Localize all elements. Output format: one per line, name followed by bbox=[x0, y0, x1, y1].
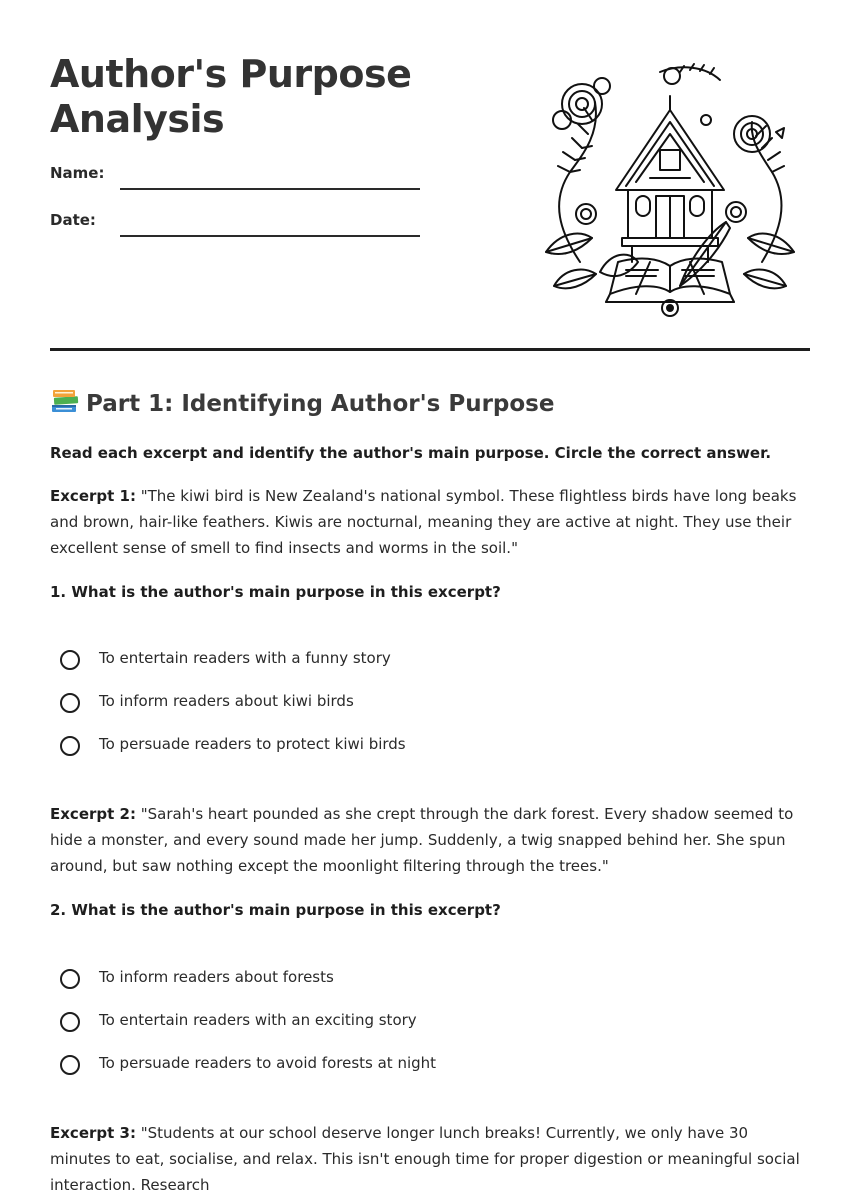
q2-option-3[interactable] bbox=[60, 1054, 660, 1080]
excerpt-1-label: Excerpt 1: bbox=[50, 487, 136, 505]
excerpt-3-text: "Students at our school deserve longer lunch breaks! Currently, we only have 30 minutes to eat, socialise, and relax. This isn't enough time for proper digestion or meaningful social interaction. Research bbox=[50, 1124, 800, 1194]
books-icon bbox=[50, 387, 80, 415]
title-line-1: Author's Purpose bbox=[50, 52, 412, 96]
q1-option-1-label: To entertain readers with a funny story bbox=[99, 649, 391, 667]
excerpt-1 bbox=[50, 483, 810, 561]
part1-heading bbox=[50, 387, 554, 417]
q2-option-2[interactable] bbox=[60, 1011, 660, 1037]
q1-option-3[interactable] bbox=[60, 735, 660, 761]
radio-circle[interactable] bbox=[60, 1055, 80, 1075]
q2-option-1-label: To inform readers about forests bbox=[99, 968, 334, 986]
name-field-row bbox=[50, 164, 420, 194]
q2-option-1[interactable] bbox=[60, 968, 660, 994]
name-label: Name: bbox=[50, 164, 105, 182]
name-field-line[interactable] bbox=[120, 188, 420, 190]
excerpt-3 bbox=[50, 1120, 810, 1198]
question-1: 1. What is the author's main purpose in this excerpt? bbox=[50, 583, 501, 601]
part1-heading-text: Part 1: Identifying Author's Purpose bbox=[86, 391, 555, 417]
excerpt-2 bbox=[50, 801, 810, 879]
part1-instructions: Read each excerpt and identify the author's main purpose. Circle the correct answer. bbox=[50, 444, 772, 462]
date-field-row bbox=[50, 211, 420, 241]
title-line-2: Analysis bbox=[50, 97, 225, 141]
radio-circle[interactable] bbox=[60, 1012, 80, 1032]
header-divider bbox=[50, 348, 810, 351]
q1-option-2-label: To inform readers about kiwi birds bbox=[99, 692, 354, 710]
date-label: Date: bbox=[50, 211, 96, 229]
radio-circle[interactable] bbox=[60, 969, 80, 989]
excerpt-3-label: Excerpt 3: bbox=[50, 1124, 136, 1142]
question-2: 2. What is the author's main purpose in this excerpt? bbox=[50, 901, 501, 919]
excerpt-2-label: Excerpt 2: bbox=[50, 805, 136, 823]
excerpt-2-text: "Sarah's heart pounded as she crept through the dark forest. Every shadow seemed to hide a monster, and every sound made her jump. Suddenly, a twig snapped behind her. She spun around, but saw nothing except the moonlight filtering through the trees." bbox=[50, 805, 794, 875]
excerpt-1-text: "The kiwi bird is New Zealand's national symbol. These flightless birds have long beaks and brown, hair-like feathers. Kiwis are nocturnal, meaning they are active at night. They use their excellent sense of smell to find insects and worms in the soil." bbox=[50, 487, 797, 557]
date-field-line[interactable] bbox=[120, 235, 420, 237]
q2-option-3-label: To persuade readers to avoid forests at night bbox=[99, 1054, 437, 1072]
q1-option-2[interactable] bbox=[60, 692, 660, 718]
q1-option-1[interactable] bbox=[60, 649, 660, 675]
q1-option-3-label: To persuade readers to protect kiwi birds bbox=[99, 735, 406, 753]
radio-circle[interactable] bbox=[60, 736, 80, 756]
worksheet-page bbox=[50, 0, 810, 1194]
radio-circle[interactable] bbox=[60, 693, 80, 713]
wharenui-book-illustration-icon bbox=[540, 62, 800, 320]
radio-circle[interactable] bbox=[60, 650, 80, 670]
worksheet-header bbox=[50, 0, 810, 352]
page-title bbox=[50, 52, 411, 142]
q2-option-2-label: To entertain readers with an exciting story bbox=[99, 1011, 417, 1029]
